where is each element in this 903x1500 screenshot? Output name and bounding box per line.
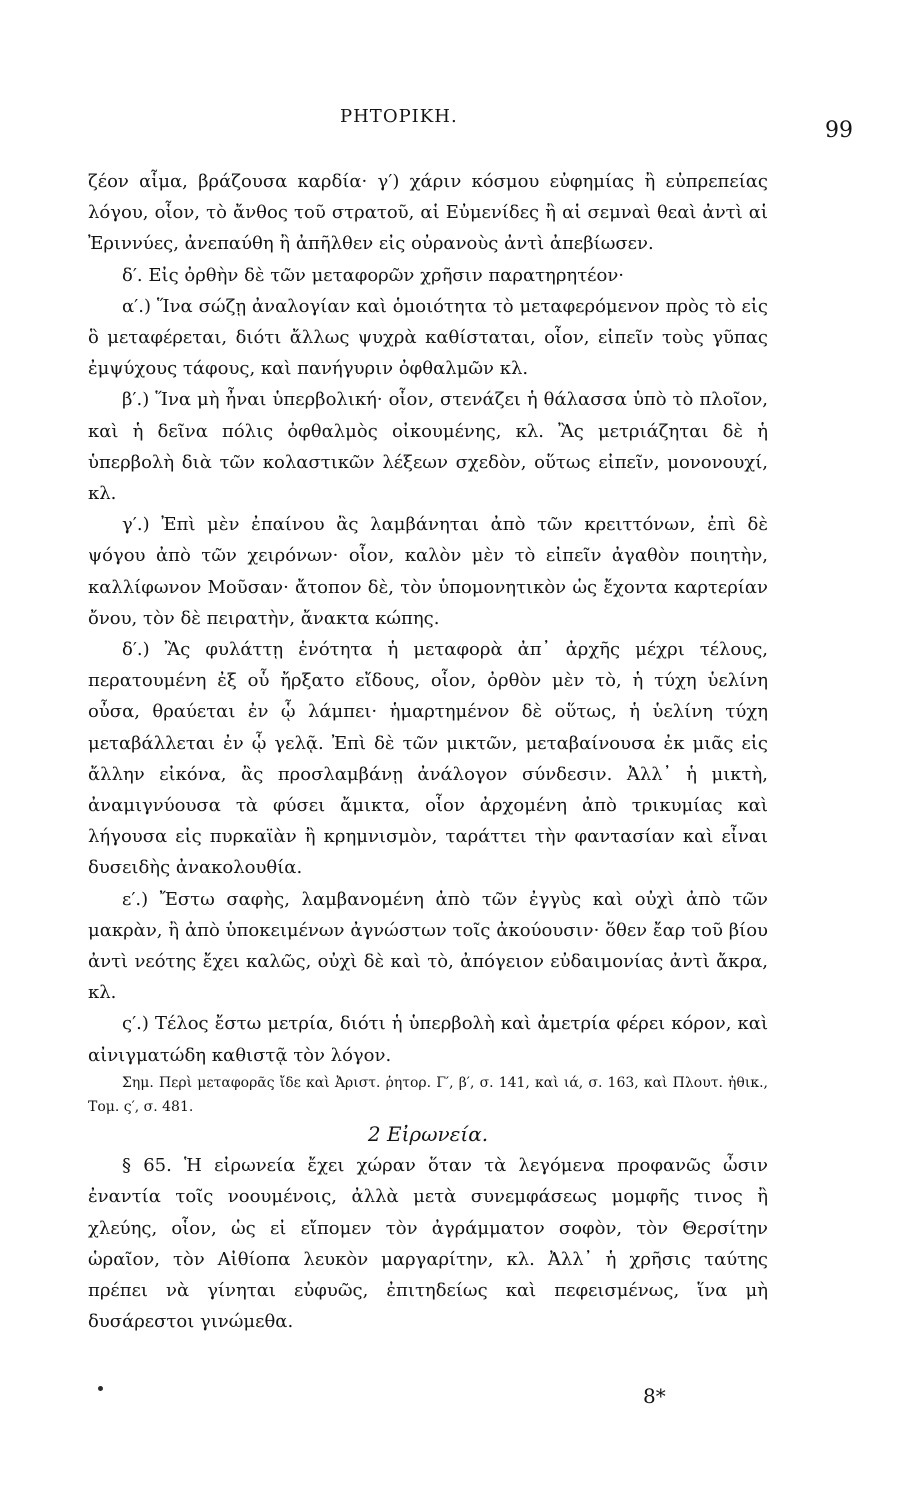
section-paragraph: § 65. Ἡ εἰρωνεία ἔχει χώραν ὅταν τὰ λεγόμενα προφανῶς ὦσιν ἐναντία τοῖς νοουμένοις, ἀλλὰ μετὰ συνεμφάσεως μομφῆς τινος ἢ χλεύης, οἷον, ὡς εἰ εἴπομεν τὸν ἀγράμματον σοφὸν, τὸν Θερσίτην ὡραῖον, τὸν Αἰθίοπα λευκὸν μαργαρίτην, κλ. Ἀλλ᾽ ἡ χρῆσις ταύτης πρέπει νὰ γίνηται εὐφυῶς, ἐπιτηδείως καὶ πεφεισμένως, ἵνα μὴ δυσάρεστοι γινώμεθα. <box>88 1155 768 1333</box>
section-title: 2 Εἰρωνεία. <box>367 1121 489 1146</box>
ink-dot <box>98 1386 103 1391</box>
footnote: Σημ. Περὶ μεταφορᾶς ἴδε καὶ Ἀριστ. ῥητορ. Γ′, β′, σ. 141, καὶ ιά, σ. 163, καὶ Πλουτ. ἠθικ., Τομ. ς′, σ. 481. <box>88 1074 768 1115</box>
paragraph-rule-b: β′.) Ἵνα μὴ ἦναι ὑπερβολική· οἷον, στενάζει ἡ θάλασσα ὑπὸ τὸ πλοῖον, καὶ ἡ δεῖνα πόλις ὀφθαλμὸς οἰκουμένης, κλ. Ἂς μετριάζηται δὲ ἡ ὑπερβολὴ διὰ τῶν κολαστικῶν λέξεων σχεδὸν, οὕτως εἰπεῖν, μονονουχί, κλ. <box>88 389 768 505</box>
paragraph-rule-c: γ′.) Ἐπὶ μὲν ἐπαίνου ἂς λαμβάνηται ἀπὸ τῶν κρειττόνων, ἐπὶ δὲ ψόγου ἀπὸ τῶν χειρόνων· οἷον, καλὸν μὲν τὸ εἰπεῖν ἀγαθὸν ποιητὴν, καλλίφωνον Μοῦσαν· ἄτοπον δὲ, τὸν ὑπομονητικὸν ὡς ἔχοντα καρτερίαν ὄνου, τὸν δὲ πειρατὴν, ἄνακτα κώπης. <box>88 514 768 629</box>
paragraph-continuation: ζέον αἷμα, βράζουσα καρδία· γ′) χάριν κόσμου εὐφημίας ἢ εὐπρεπείας λόγου, οἷον, τὸ ἄνθος τοῦ στρατοῦ, αἱ Εὐμενίδες ἢ αἱ σεμναὶ θεαὶ ἀντὶ αἱ Ἐριννύες, ἀνεπαύθη ἢ ἀπῆλθεν εἰς οὐρανοὺς ἀντὶ ἀπεβίωσεν. <box>88 171 768 255</box>
paragraph-delta: δ′. Εἰς ὀρθὴν δὲ τῶν μεταφορῶν χρῆσιν παρατηρητέον· <box>122 264 624 286</box>
paragraph-rule-e: ε′.) Ἔστω σαφὴς, λαμβανομένη ἀπὸ τῶν ἐγγὺς καὶ οὐχὶ ἀπὸ τῶν μακρὰν, ἢ ἀπὸ ὑποκειμένων ἀγνώστων τοῖς ἀκούουσιν· ὅθεν ἔαρ τοῦ βίου ἀντὶ νεότης ἔχει καλῶς, οὐχὶ δὲ καὶ τὸ, ἀπόγειον εὐδαιμονίας ἀντὶ ἄκρα, κλ. <box>88 888 768 1004</box>
body-text <box>88 166 768 1337</box>
paragraph-rule-f: ς′.) Τέλος ἔστω μετρία, διότι ἡ ὑπερβολὴ καὶ ἀμετρία φέρει κόρον, καὶ αἰνιγματώδη καθιστᾷ τὸν λόγον. <box>88 1013 768 1066</box>
paragraph-rule-d: δ′.) Ἂς φυλάττῃ ἑνότητα ἡ μεταφορὰ ἀπ᾽ ἀρχῆς μέχρι τέλους, περατουμένη ἐξ οὗ ἤρξατο εἴδους, οἷον, ὀρθὸν μὲν τὸ, ἡ τύχη ὑελίνη οὖσα, θραύεται ἐν ᾧ λάμπει· ἡμαρτημένον δὲ οὕτως, ἡ ὑελίνη τύχη μεταβάλλεται ἐν ᾧ γελᾷ. Ἐπὶ δὲ τῶν μικτῶν, μεταβαίνουσα ἐκ μιᾶς εἰς ἄλλην εἰκόνα, ἂς προσλαμβάνῃ ἀνάλογον σύνδεσιν. Ἀλλ᾽ ἡ μικτὴ, ἀναμιγνύουσα τὰ φύσει ἄμικτα, οἷον ἀρχομένη ἀπὸ τρικυμίας καὶ λήγουσα εἰς πυρκαϊὰν ἢ κρημνισμὸν, ταράττει τὴν φαντασίαν καὶ εἶναι δυσειδὴς ἀνακολουθία. <box>88 639 768 879</box>
page-number: 99 <box>825 118 853 143</box>
paragraph-rule-a: α′.) Ἵνα σώζῃ ἀναλογίαν καὶ ὁμοιότητα τὸ μεταφερόμενον πρὸς τὸ εἰς ὃ μεταφέρεται, διότι ἄλλως ψυχρὰ καθίσταται, οἷον, εἰπεῖν τοὺς γῦπας ἐμψύχους τάφους, καὶ πανήγυριν ὀφθαλμῶν κλ. <box>88 295 768 380</box>
running-title: ΡΗΤΟΡΙΚΗ. <box>340 106 458 127</box>
signature-mark: 8* <box>643 1384 666 1408</box>
